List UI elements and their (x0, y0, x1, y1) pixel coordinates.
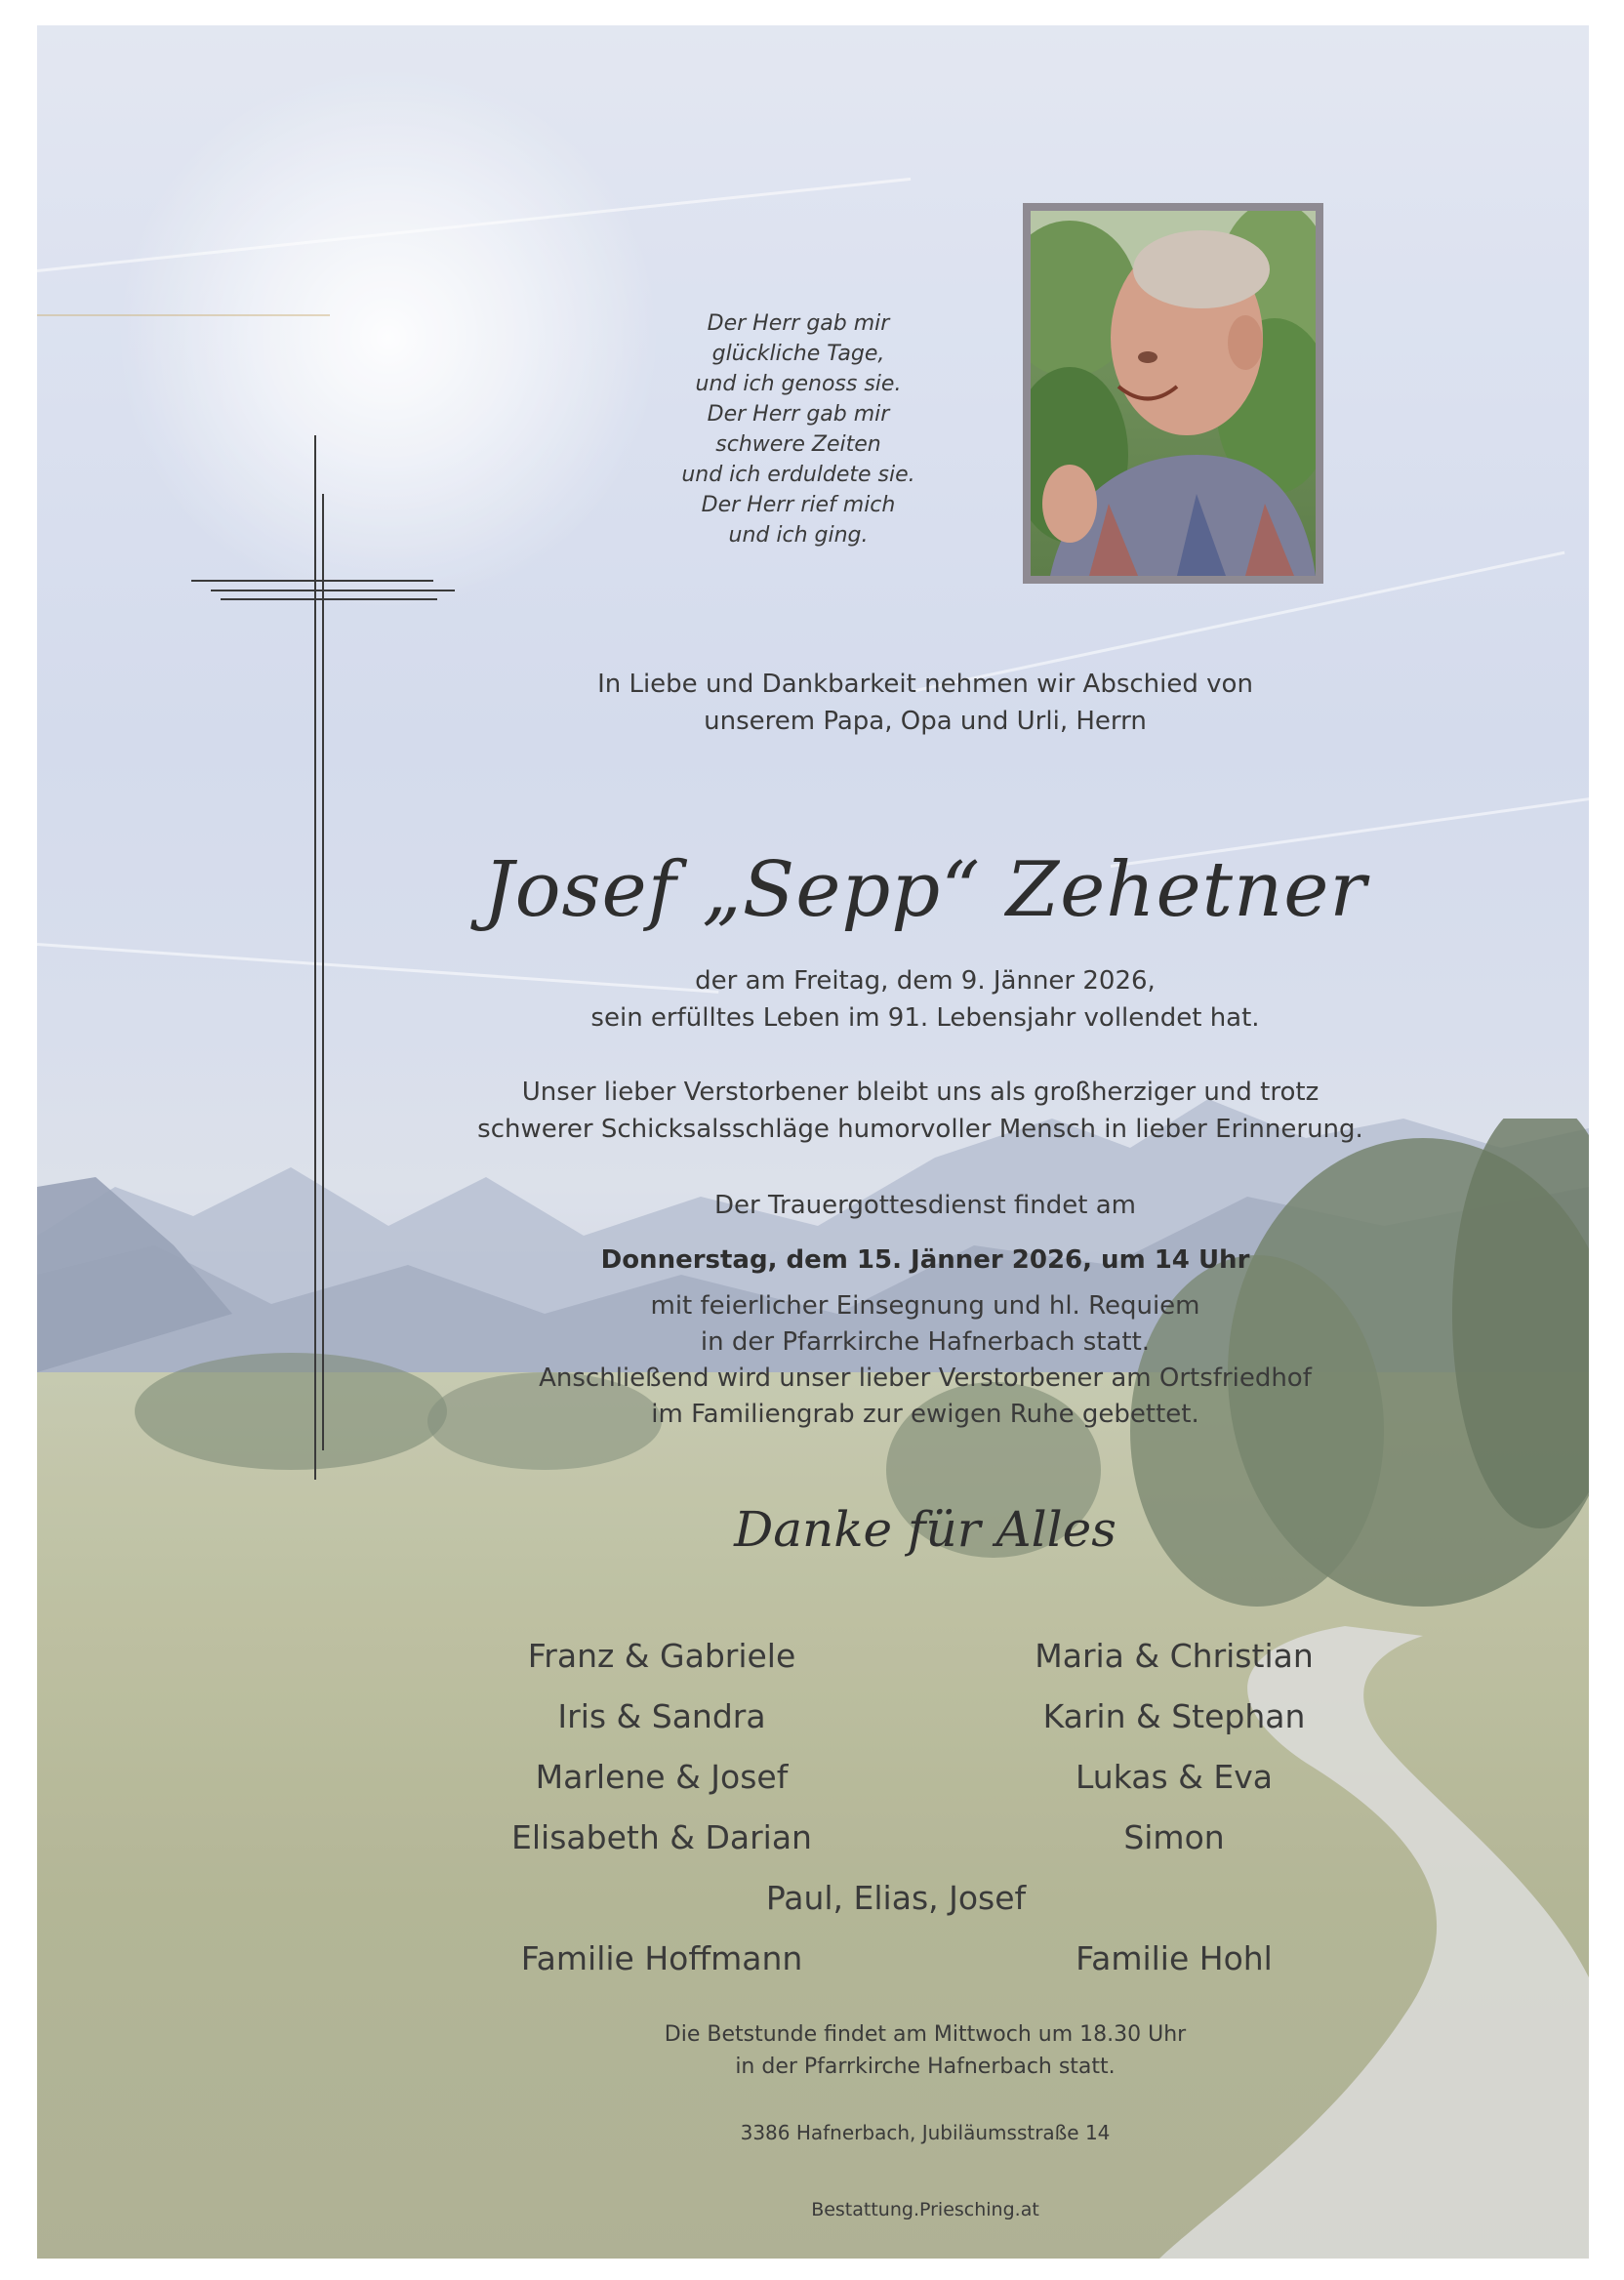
poem-line: Der Herr gab mir (707, 402, 890, 427)
memory-text (291, 1074, 1550, 1148)
deceased-name: Josef „Sepp“ Zehetner (483, 846, 1367, 934)
poem-line: und ich erduldete sie. (681, 463, 915, 487)
family-name: Marlene & Josef (535, 1758, 789, 1796)
poem-line: und ich ging. (728, 523, 869, 548)
family-name: Elisabeth & Darian (511, 1818, 812, 1856)
vigil-line: Die Betstunde findet am Mittwoch um 18.30 Uhr (664, 2022, 1187, 2047)
death-notice (359, 962, 1491, 1037)
family-name: Familie Hohl (1076, 1939, 1273, 1977)
death-line: sein erfülltes Leben im 91. Lebensjahr vollendet hat. (590, 1003, 1260, 1033)
family-name: Maria & Christian (1035, 1637, 1314, 1675)
intro-line: unserem Papa, Opa und Urli, Herrn (704, 707, 1147, 736)
service-intro: Der Trauergottesdienst findet am (714, 1191, 1136, 1220)
service-line: im Familiengrab zur ewigen Ruhe gebettet. (651, 1400, 1199, 1429)
family-name: Lukas & Eva (1076, 1758, 1273, 1796)
vigil-line: in der Pfarrkirche Hafnerbach statt. (735, 2055, 1116, 2079)
service-date: Donnerstag, dem 15. Jänner 2026, um 14 Uhr (600, 1245, 1250, 1275)
portrait-photo (1031, 211, 1316, 576)
poem-line: glückliche Tage, (711, 342, 885, 366)
memory-line: Unser lieber Verstorbener bleibt uns als großherziger und trotz (521, 1078, 1320, 1107)
poem-line: Der Herr rief mich (701, 493, 896, 517)
service-line: in der Pfarrkirche Hafnerbach statt. (700, 1327, 1151, 1357)
family-row (37, 1747, 1589, 1808)
service-line: mit feierlicher Einsegnung und hl. Requiem (650, 1291, 1200, 1321)
memory-line: schwerer Schicksalsschläge humorvoller Mensch in lieber Erinnerung. (477, 1115, 1363, 1144)
portrait-illustration (1031, 211, 1316, 576)
intro-text (359, 666, 1491, 740)
poem-line: schwere Zeiten (715, 432, 881, 457)
poem-line: Der Herr gab mir (707, 311, 890, 336)
obituary-sheet (37, 25, 1589, 2259)
family-name: Franz & Gabriele (527, 1637, 796, 1675)
grandchildren-names: Paul, Elias, Josef (765, 1879, 1027, 1917)
poem (603, 308, 994, 550)
death-line: der am Freitag, dem 9. Jänner 2026, (695, 966, 1156, 996)
funeral-home-address: 3386 Hafnerbach, Jubiläumsstraße 14 (740, 2121, 1111, 2144)
family-row (37, 1626, 1589, 1687)
intro-line: In Liebe und Dankbarkeit nehmen wir Abschied von (597, 670, 1253, 699)
family-name: Iris & Sandra (557, 1697, 766, 1735)
poem-line: und ich genoss sie. (695, 372, 902, 396)
family-name: Karin & Stephan (1042, 1697, 1306, 1735)
portrait-frame (1023, 203, 1323, 584)
family-name: Simon (1123, 1818, 1225, 1856)
vigil-notice (359, 2018, 1491, 2083)
funeral-home-website: Bestattung.Priesching.at (811, 2199, 1039, 2220)
thanks-heading: Danke für Alles (734, 1501, 1116, 1558)
family-row (37, 1868, 1589, 1929)
family-row (37, 1808, 1589, 1868)
family-row (37, 1929, 1589, 1989)
family-row (37, 1687, 1589, 1747)
service-details (359, 1288, 1491, 1433)
family-name: Familie Hoffmann (520, 1939, 803, 1977)
service-line: Anschließend wird unser lieber Verstorbener am Ortsfriedhof (539, 1364, 1312, 1393)
